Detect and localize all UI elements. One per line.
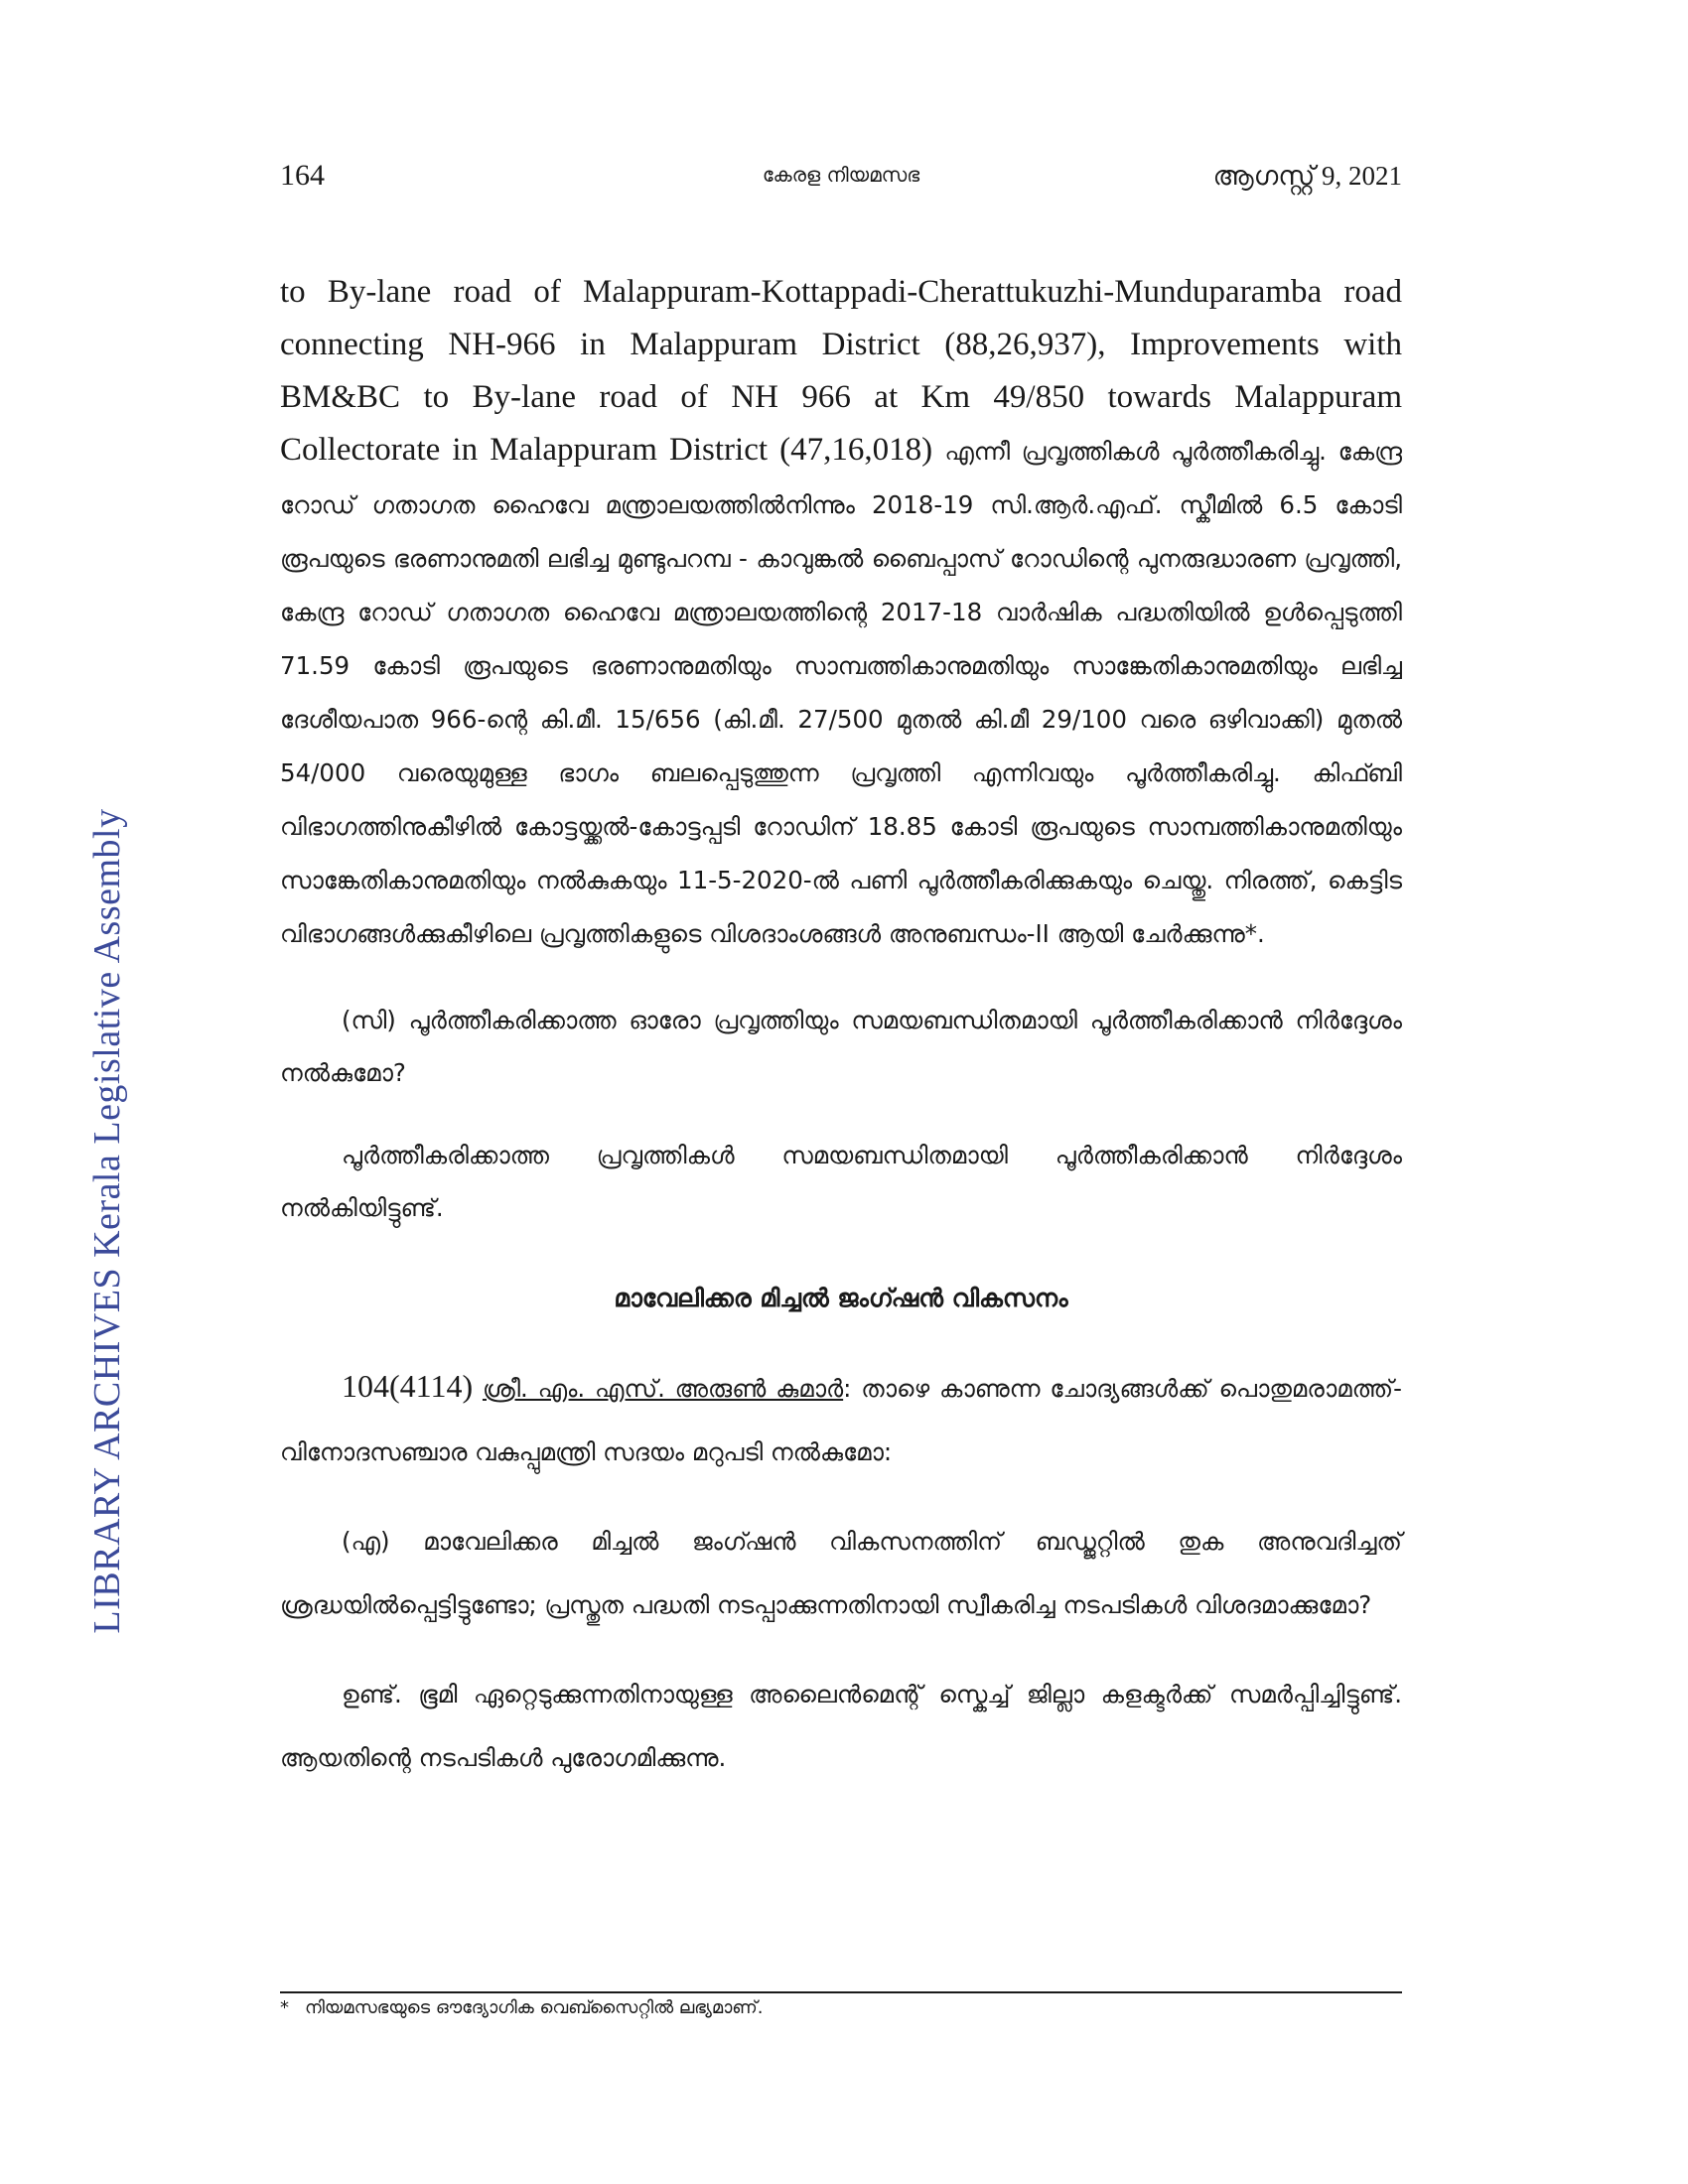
footnote-mark: *: [280, 1997, 289, 2018]
answer-continuation-paragraph: [280, 266, 1402, 960]
sub-question-a: (എ) മാവേലിക്കര മിച്ചൽ ജംഗ്ഷൻ വികസനത്തിന് ബഡ്ജറ്റിൽ തുക അനുവദിച്ചത് ശ്രദ്ധയിൽപ്പെട്ടിട്ടുണ്ടോ; പ്രസ്തുത പദ്ധതി നടപ്പാക്കുന്നതിനായി സ്വീകരിച്ച നടപടികൾ വിശദമാക്കുമോ?: [280, 1527, 1402, 1619]
sub-question-c: (സി) പൂർത്തീകരിക്കാത്ത ഓരോ പ്രവൃത്തിയും സമയബന്ധിതമായി പൂർത്തീകരിക്കാൻ നിർദ്ദേശം നൽകുമോ?: [280, 1006, 1402, 1087]
answer-continuation-malayalam: എന്നീ പ്രവൃത്തികൾ പൂർത്തീകരിച്ചു. കേന്ദ്ര റോഡ് ഗതാഗത ഹൈവേ മന്ത്രാലയത്തിൽനിന്നും 2018-19 സി.ആർ.എഫ്. സ്കീമിൽ 6.5 കോടി രൂപയുടെ ഭരണാനുമതി ലഭിച്ച മുണ്ടുപറമ്പ - കാവുങ്കൽ ബൈപ്പാസ് റോഡിന്റെ പുനരുദ്ധാരണ പ്രവൃത്തി, കേന്ദ്ര റോഡ് ഗതാഗത ഹൈവേ മന്ത്രാലയത്തിന്റെ 2017-18 വാർഷിക പദ്ധതിയിൽ ഉൾപ്പെടുത്തി 71.59 കോടി രൂപയുടെ ഭരണാനുമതിയും സാമ്പത്തികാനുമതിയും സാങ്കേതികാനുമതിയും ലഭിച്ച ദേശീയപാത 966-ന്റെ കി.മീ. 15/656 (കി.മീ. 27/500 മുതൽ കി.മീ 29/100 വരെ ഒഴിവാക്കി) മുതൽ 54/000 വരെയുമുള്ള ഭാഗം ബലപ്പെടുത്തുന്ന പ്രവൃത്തി എന്നിവയും പൂർത്തീകരിച്ചു. കിഫ്ബി വിഭാഗത്തിനുകീഴിൽ കോട്ടയ്ക്കൽ-കോട്ടപ്പടി റോഡിന് 18.85 കോടി രൂപയുടെ സാമ്പത്തികാനുമതിയും സാങ്കേതികാനുമതിയും നൽകുകയും 11-5-2020-ൽ പണി പൂർത്തീകരിക്കുകയും ചെയ്തു. നിരത്ത്, കെട്ടിട വിഭാഗങ്ങൾക്കുകീഴിലെ പ്രവൃത്തികളുടെ വിശദാംശങ്ങൾ അനുബന്ധം-II ആയി ചേർക്കുന്നു*.: [280, 437, 1402, 948]
answer-a: ഉണ്ട്. ഭൂമി ഏറ്റെടുക്കുന്നതിനായുള്ള അലൈൻമെന്റ് സ്കെച്ച് ജില്ലാ കളക്ടർക്ക് സമർപ്പിച്ചിട്ടുണ്ട്. ആയതിന്റെ നടപടികൾ പുരോഗമിക്കുന്നു.: [280, 1680, 1402, 1772]
member-name: ശ്രീ. എം. എസ്. അരുൺ കുമാർ: [482, 1374, 844, 1403]
question-number: 104(4114): [342, 1368, 474, 1404]
answer-c: പൂർത്തീകരിക്കാത്ത പ്രവൃത്തികൾ സമയബന്ധിതമായി പൂർത്തീകരിക്കാൻ നിർദ്ദേശം നൽകിയിട്ടുണ്ട്.: [280, 1141, 1402, 1222]
library-archives-watermark: LIBRARY ARCHIVES Kerala Legislative Assembly: [86, 808, 128, 1634]
page-date: ആഗസ്റ്റ് 9, 2021: [1212, 161, 1402, 191]
question-intro: : താഴെ കാണുന്ന ചോദ്യങ്ങൾക്ക് പൊതുമരാമത്ത്-വിനോദസഞ്ചാര വകുപ്പുമന്ത്രി സദയം മറുപടി നൽകുമോ:: [280, 1374, 1402, 1466]
page-header: [280, 159, 1402, 203]
footnote-text: നിയമസഭയുടെ ഔദ്യോഗിക വെബ്സൈറ്റിൽ ലഭ്യമാണ്.: [305, 1997, 764, 2018]
footnote: [280, 1997, 764, 2018]
page-number: 164: [280, 159, 325, 192]
section-heading: മാവേലിക്കര മിച്ചൽ ജംഗ്ഷൻ വികസനം: [614, 1284, 1068, 1312]
answer-continuation-english: to By-lane road of Malappuram-Kottappadi-Cherattukuzhi-Munduparamba road connecting NH-966 in Malappuram District (88,26,937), Improvements with BM&BC to By-lane road of NH 966 at Km 49/850 towards Malappuram Collectorate in Malappuram District (47,16,018): [280, 274, 1402, 468]
running-title: കേരള നിയമസഭ: [762, 163, 920, 187]
question-104: [280, 1354, 1402, 1484]
page-content: [280, 266, 1402, 1815]
footnote-divider: [280, 1991, 1402, 1993]
